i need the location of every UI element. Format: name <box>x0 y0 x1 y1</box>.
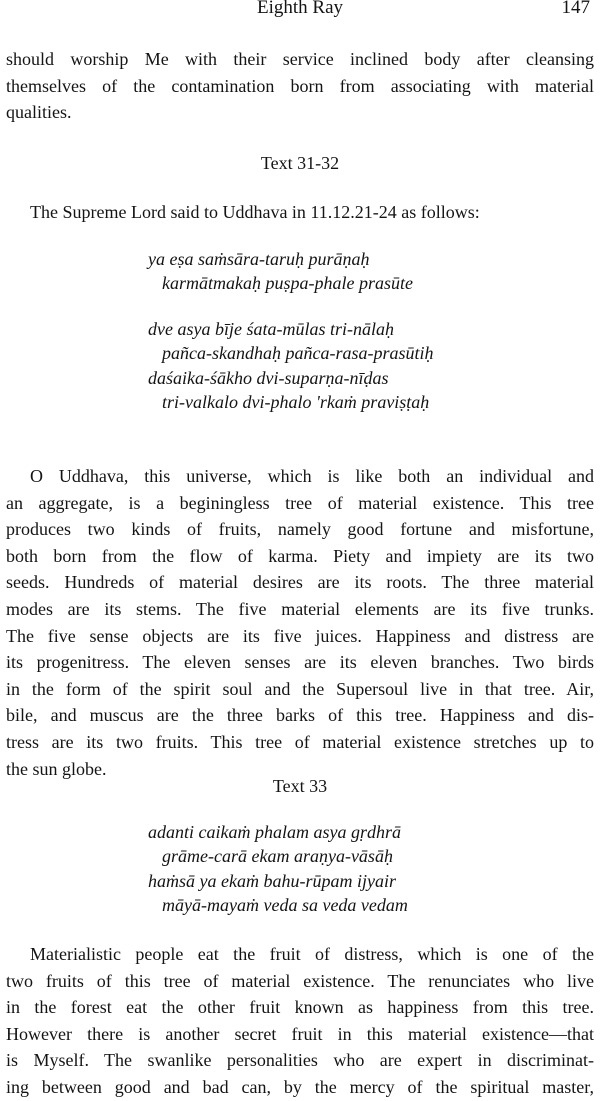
text-line: However there is another secret fruit in this material existence—that <box>6 1023 594 1044</box>
text-line: bile, and muscus are the three barks of this tree. Happiness and dis- <box>6 705 594 726</box>
verse-line: ya eṣa saṁsāra-taruḥ purāṇaḥ <box>148 249 370 269</box>
translation-paragraph-2 <box>6 941 594 1101</box>
text-line: is Myself. The swanlike personalities who are expert in discriminat- <box>6 1050 594 1071</box>
verse-block-2 <box>148 317 588 414</box>
running-title: Eighth Ray <box>256 0 344 18</box>
section-heading-text-31-32: Text 31-32 <box>260 153 340 173</box>
paragraph-continuation <box>6 46 594 126</box>
text-line: an aggregate, is a beginingless tree of material existence. This tree <box>6 492 594 513</box>
text-line: themselves of the contamination born from associating with material <box>6 75 594 96</box>
verse-line: dve asya bīje śata-mūlas tri-nālaḥ <box>148 319 394 339</box>
text-line: tress are its two fruits. This tree of material existence stretches up to <box>6 731 594 752</box>
text-line: in the forest eat the other fruit known as happiness from this tree. <box>6 997 594 1018</box>
text-line: its progenitress. The eleven senses are its eleven branches. Two birds <box>6 652 594 673</box>
verse-line: pañca-skandhaḥ pañca-rasa-prasūtiḥ <box>162 343 434 364</box>
verse-block-1 <box>148 247 588 296</box>
text-line: ing between good and bad can, by the mercy of the spiritual master, <box>6 1076 594 1097</box>
text-line: The Supreme Lord said to Uddhava in 11.12.21-24 as follows: <box>30 202 480 222</box>
intro-paragraph <box>6 199 594 226</box>
verse-line: haṁsā ya ekaṁ bahu-rūpam ijyair <box>148 870 396 891</box>
verse-line: karmātmakaḥ puṣpa-phale prasūte <box>162 273 413 294</box>
text-line: qualities. <box>6 102 72 123</box>
verse-line: tri-valkalo dvi-phalo 'rkaṁ praviṣṭaḥ <box>162 391 430 412</box>
text-line: Materialistic people eat the fruit of distress, which is one of the <box>30 944 594 964</box>
text-line: should worship Me with their service inclined body after cleansing <box>6 49 594 69</box>
page-number: 147 <box>561 0 590 18</box>
text-line: The five sense objects are its five juices. Happiness and distress are <box>6 625 594 646</box>
text-line: O Uddhava, this universe, which is like both an individual and <box>30 466 594 486</box>
text-line: both born from the flow of karma. Piety and impiety are its two <box>6 545 594 566</box>
verse-block-3 <box>148 820 588 917</box>
verse-line: adanti caikaṁ phalam asya gṛdhrā <box>148 822 401 842</box>
text-line: seeds. Hundreds of material desires are its roots. The three material <box>6 572 594 593</box>
text-line: in the form of the spirit soul and the Supersoul live in that tree. Air, <box>6 678 594 699</box>
section-heading-text-33: Text 33 <box>272 776 328 796</box>
translation-paragraph <box>6 463 594 782</box>
verse-line: grāme-carā ekam araṇya-vāsāḥ <box>162 846 393 867</box>
text-line: the sun globe. <box>6 758 107 779</box>
running-head <box>0 0 600 22</box>
text-line: produces two kinds of fruits, namely good fortune and misfortune, <box>6 519 594 540</box>
text-line: modes are its stems. The five material elements are its five trunks. <box>6 598 594 619</box>
text-line: two fruits of this tree of material existence. The renunciates who live <box>6 970 594 991</box>
verse-line: māyā-mayaṁ veda sa veda vedam <box>162 894 408 915</box>
verse-line: daśaika-śākho dvi-suparṇa-nīḍas <box>148 367 389 388</box>
